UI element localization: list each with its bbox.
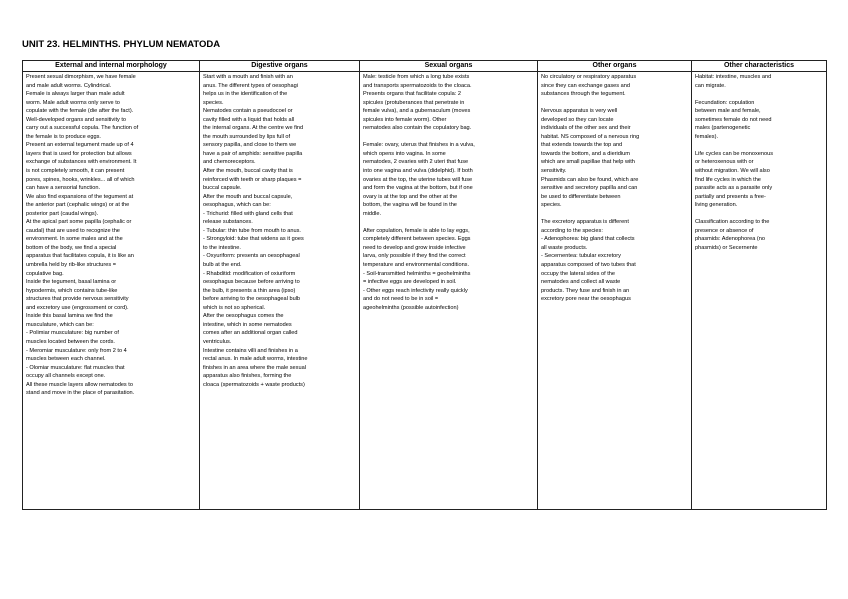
text-line: between male and female, [695, 108, 761, 115]
text-line: since they can exchange gases and [541, 82, 630, 89]
text-line: - Strongyloid: tube that widens as it goes [203, 236, 304, 243]
text-line: exchange of substances with environment. It [26, 159, 137, 166]
text-line: nematodes, 2 ovaries with 2 uteri that fuse [363, 159, 469, 166]
text-line: release substances. [203, 219, 253, 226]
paragraph-gap [695, 90, 823, 99]
text-line: without migration. We will also [695, 168, 770, 175]
paragraph-gap [363, 133, 534, 142]
text-line: helps us in the identification of the [203, 91, 288, 98]
text-line: oesophagus because before arriving to [203, 279, 300, 286]
text-line: presence or absence of [695, 227, 754, 234]
text-line: excretory pore near the oesophagus [541, 296, 631, 303]
text-line: be used to differentiate between [541, 193, 621, 200]
text-line: sometimes female do not need [695, 116, 772, 123]
text-line: parasite acts as a parasite only [695, 185, 773, 192]
text-line: species. [541, 202, 562, 209]
paragraph-gap [363, 218, 534, 227]
text-line: - Secernentea: tubular excretory [541, 253, 621, 260]
text-line: - Rhabditid: modification of oxiuriform [203, 270, 296, 277]
table-row [23, 72, 827, 510]
text-line: species. [203, 99, 224, 106]
text-line: Nematodes contain a pseudocoel or [203, 108, 293, 115]
text-line: and form the vagina at the bottom, but if one [363, 185, 473, 192]
text-line: All these muscle layers allow nematodes to [26, 381, 133, 388]
text-line: Intestine contains villi and finishes in a [203, 347, 298, 354]
text-line: muscles located between the cords. [26, 338, 115, 345]
text-line: the female is to produce eggs. [26, 133, 101, 140]
text-line: females). [695, 133, 719, 140]
text-line: can have a sensorial function. [26, 185, 101, 192]
text-line: nematodes and collect all waste [541, 279, 621, 286]
text-line: phasmids: Adenophorea (no [695, 236, 765, 243]
text-line: developed so they can locate [541, 116, 614, 123]
text-line: the internal organs. At the centre we find [203, 125, 304, 132]
text-line: and male adult worms. Cylindrical. [26, 82, 112, 89]
header-digestive-organs: Digestive organs [200, 61, 360, 72]
text-line: phasmids) or Secernente [695, 244, 758, 251]
text-line: - Trichurid: filled with gland cells that [203, 210, 293, 217]
cell-digestive-organs [200, 72, 360, 510]
text-line: environment. In some males and at the [26, 236, 123, 243]
text-line: occupy the lateral sides of the [541, 270, 616, 277]
text-line: Present an external tegument made up of 4 [26, 142, 134, 149]
text-line: carry out a successful copula. The function of [26, 125, 139, 132]
text-line: apparatus that facilitates copula, it is like an [26, 253, 134, 260]
text-line: Phasmids can also be found, which are [541, 176, 639, 183]
text-line: to the intestine. [203, 244, 241, 251]
text-line: Present sexual dimorphism, we have female [26, 74, 136, 80]
text-line: cloaca (spermatozoids + waste products) [203, 381, 305, 388]
text-line: finishes in an area where the male sexual [203, 364, 306, 371]
text-line: completely different between species. Eggs [363, 236, 471, 243]
text-line: - Tubular: thin tube from mouth to anus. [203, 227, 301, 234]
text-line: umbrella held by rib-like structures = [26, 262, 117, 269]
text-line: according to the species: [541, 227, 603, 234]
text-line: hypodermis, which contains tube-like [26, 287, 118, 294]
text-line: - Adenophorea: big gland that collects [541, 236, 635, 243]
text-line: occupy all channels except one. [26, 373, 106, 380]
text-line: sensory papilla, and close to them we [203, 142, 297, 149]
text-line: No circulatory or respiratory apparatus [541, 74, 637, 80]
text-line: temperature and environmental conditions. [363, 262, 470, 269]
header-other-characteristics: Other characteristics [692, 61, 827, 72]
helminths-table [22, 60, 827, 510]
text-line: substances through the tegument. [541, 91, 626, 98]
text-line: The excretory apparatus is different [541, 219, 629, 226]
text-line: - Other eggs reach infectivity really quickly [363, 287, 468, 294]
text-line: After the mouth and buccal capsule, [203, 193, 293, 200]
paragraph-gap [695, 141, 823, 150]
text-line: bottom, the vagina will be found in the [363, 202, 457, 209]
text-line: Presents organs that facilitate copula: 2 [363, 91, 461, 98]
text-line: middle. [363, 210, 382, 217]
text-line: Female: ovary, uterus that finishes in a vulva, [363, 142, 475, 149]
text-line: reinforced with teeth or sharp plaques = [203, 176, 302, 183]
text-line: the bulb, it presents a thin area (ipso) [203, 287, 296, 294]
text-line: Classification according to the [695, 219, 770, 226]
text-line: larva, only possible if they find the correct [363, 253, 466, 260]
text-line: living generation. [695, 202, 738, 209]
header-sexual-organs: Sexual organs [360, 61, 538, 72]
text-line: muscles between each channel. [26, 356, 106, 363]
text-line: the mouth surrounded by lips full of [203, 133, 291, 140]
text-line: into one vagina and vulva (didelphid). If both [363, 168, 473, 175]
text-line: structures that provide nervous sensitivity [26, 296, 129, 303]
text-line: is not completely smooth, it can present [26, 168, 125, 175]
text-line: Female is always larger than male adult [26, 91, 125, 98]
paragraph-gap [695, 210, 823, 219]
text-line: spicules into female worm). Other [363, 116, 447, 123]
text-line: buccal capsule. [203, 185, 242, 192]
text-line: that extends towards the top and [541, 142, 623, 149]
text-line: Male: testicle from which a long tube exists [363, 74, 470, 80]
text-line: - Polimiar musculature: big number of [26, 330, 119, 337]
cell-other-organs [538, 72, 692, 510]
text-line: We also find expansions of the tegument at [26, 193, 134, 200]
text-line: and chemoreceptors. [203, 159, 256, 166]
page-title: UNIT 23. HELMINTHS. PHYLUM NEMATODA [22, 39, 221, 50]
text-line: can migrate. [695, 82, 726, 89]
text-line: which are small papillae that help with [541, 159, 635, 166]
text-line: female vulva), and a gubernaculum (moves [363, 108, 471, 115]
text-line: caudal) that are used to recognize the [26, 227, 120, 234]
text-line: individuals of the other sex and their [541, 125, 631, 132]
text-line: find life cycles in which the [695, 176, 761, 183]
text-line: sensitivity. [541, 168, 567, 175]
text-line: before arriving to the oesophageal bulb [203, 296, 301, 303]
header-external-internal-morphology: External and internal morphology [23, 61, 200, 72]
text-line: rectal anus. In male adult worms, intestine [203, 356, 308, 363]
text-line: the anterior part (cephalic wings) or at the [26, 202, 130, 209]
text-line: intestine, which in some nematodes [203, 321, 292, 328]
text-line: bottom of the body, we find a special [26, 244, 117, 251]
text-line: copulative bag. [26, 270, 64, 277]
text-line: oesophagus, which can be: [203, 202, 271, 209]
text-line: Habitat: intestine, muscles and [695, 74, 772, 80]
text-line: = infective eggs are developed in soil. [363, 279, 457, 286]
text-line: pores, spines, hooks, wrinkles... all of which [26, 176, 135, 183]
cell-morphology [23, 72, 200, 510]
text-line: which is not so spherical. [203, 304, 266, 311]
text-line: have a pair of amphids: sensitive papilla [203, 150, 303, 157]
text-line: sensitive and secretory papilla and can [541, 185, 638, 192]
text-line: ovary is at the top and the other at the [363, 193, 458, 200]
text-line: apparatus composed of two tubes that [541, 262, 636, 269]
header-other-organs: Other organs [538, 61, 692, 72]
text-line: stand and move in the place of parasitation. [26, 390, 135, 397]
text-line: - Meromiar musculature: only from 2 to 4 [26, 347, 127, 354]
paragraph-gap [541, 99, 688, 108]
text-line: habitat. NS composed of a nervous ring [541, 133, 640, 140]
text-line: worm. Male adult worms only serve to [26, 99, 120, 106]
cell-sexual-organs [360, 72, 538, 510]
text-line: Inside this basal lamina we find the [26, 313, 113, 320]
text-line: Nervous apparatus is very well [541, 108, 618, 115]
text-line: - Soil-transmitted helminths = geohelminths [363, 270, 471, 277]
text-line: layers that is used for protection but allows [26, 150, 132, 157]
text-line: which opens into vagina. In some [363, 150, 446, 157]
text-line: - Oxyuriform: presents an oesophageal [203, 253, 300, 260]
text-line: musculature, which can be: [26, 321, 94, 328]
text-line: apparatus also finishes, forming the [203, 373, 292, 380]
text-line: anus. The different types of oesophagi [203, 82, 298, 89]
text-line: After the oesophagus comes the [203, 313, 284, 320]
text-line: products. They fuse and finish in an [541, 287, 630, 294]
text-line: copulate with the female (die after the fact). [26, 108, 134, 115]
text-line: cavity filled with a liquid that holds all [203, 116, 295, 123]
text-line: males (partenogenetic [695, 125, 751, 132]
text-line: - Olomiar musculature: flat muscles that [26, 364, 125, 371]
text-line: After copulation, female is able to lay eggs, [363, 227, 470, 234]
text-line: Start with a mouth and finish with an [203, 74, 293, 80]
text-line: and transports spermatozoids to the cloaca. [363, 82, 472, 89]
text-line: nematodes also contain the copulatory bag. [363, 125, 472, 132]
text-line: After the mouth, buccal cavity that is [203, 168, 293, 175]
text-line: ventriculus. [203, 338, 232, 345]
text-line: Life cycles can be monoxenous [695, 150, 774, 157]
paragraph-gap [541, 210, 688, 219]
text-line: need to develop and grow inside infective [363, 244, 466, 251]
text-line: all waste products. [541, 244, 588, 251]
text-line: and do not need to be in soil = [363, 296, 439, 303]
text-line: Inside the tegument, basal lamina or [26, 279, 117, 286]
cell-other-characteristics [692, 72, 827, 510]
text-line: partially and presents a free- [695, 193, 766, 200]
table-header-row [23, 61, 827, 72]
text-line: ageohelminths (possible autoinfection) [363, 304, 459, 311]
text-line: towards the bottom, and a dieridium [541, 150, 630, 157]
text-line: bulb at the end. [203, 262, 242, 269]
text-line: posterior part (caudal wings). [26, 210, 99, 217]
text-line: ovaries at the top, the uterine tubes will fuse [363, 176, 473, 183]
text-line: spicules (protuberances that penetrate in [363, 99, 465, 106]
text-line: and excretory use (engrossment or cord). [26, 304, 129, 311]
text-line: or heteroxenous with or [695, 159, 754, 166]
text-line: comes after an additional organ called [203, 330, 298, 337]
text-line: At the apical part some papilla (cephalic or [26, 219, 132, 226]
text-line: Well-developed organs and sensitivity to [26, 116, 127, 123]
text-line: Fecundation: copulation [695, 99, 755, 106]
